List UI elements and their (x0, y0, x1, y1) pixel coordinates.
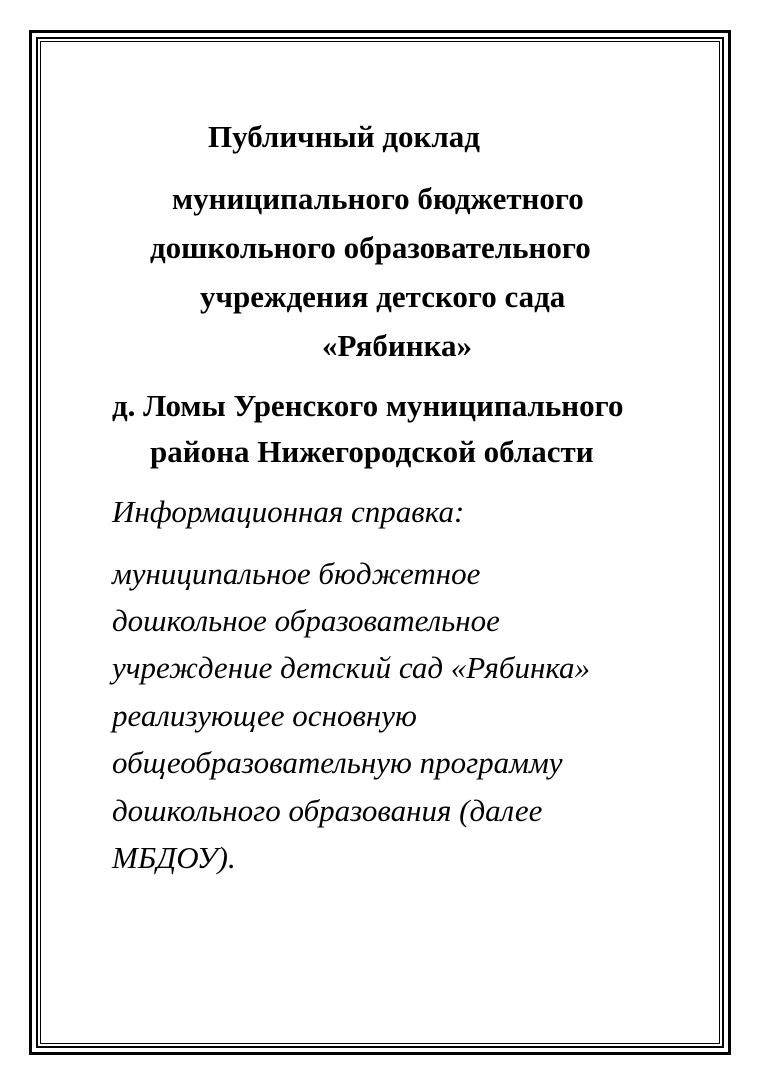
info-line-4: реализующее основную (112, 698, 417, 733)
title-line-2: дошкольного образовательного (150, 230, 591, 265)
info-heading: Информационная справка: (112, 494, 465, 529)
title-line-1: муниципального бюджетного (172, 181, 584, 216)
location-line-2: района Нижегородской области (150, 434, 594, 469)
info-line-1: муниципальное бюджетное (112, 556, 481, 591)
info-line-7: МБДОУ). (112, 840, 236, 875)
info-line-3: учреждение детский сад «Рябинка» (112, 650, 591, 685)
info-line-6: дошкольного образования (далее (112, 793, 543, 828)
title-line-4: «Рябинка» (322, 328, 473, 363)
location-line-1: д. Ломы Уренского муниципального (112, 388, 624, 423)
info-line-2: дошкольное образовательное (112, 603, 500, 638)
title-line-3: учреждения детского сада (200, 279, 566, 314)
report-title: Публичный доклад (208, 119, 480, 154)
info-line-5: общеобразовательную программу (112, 745, 563, 780)
